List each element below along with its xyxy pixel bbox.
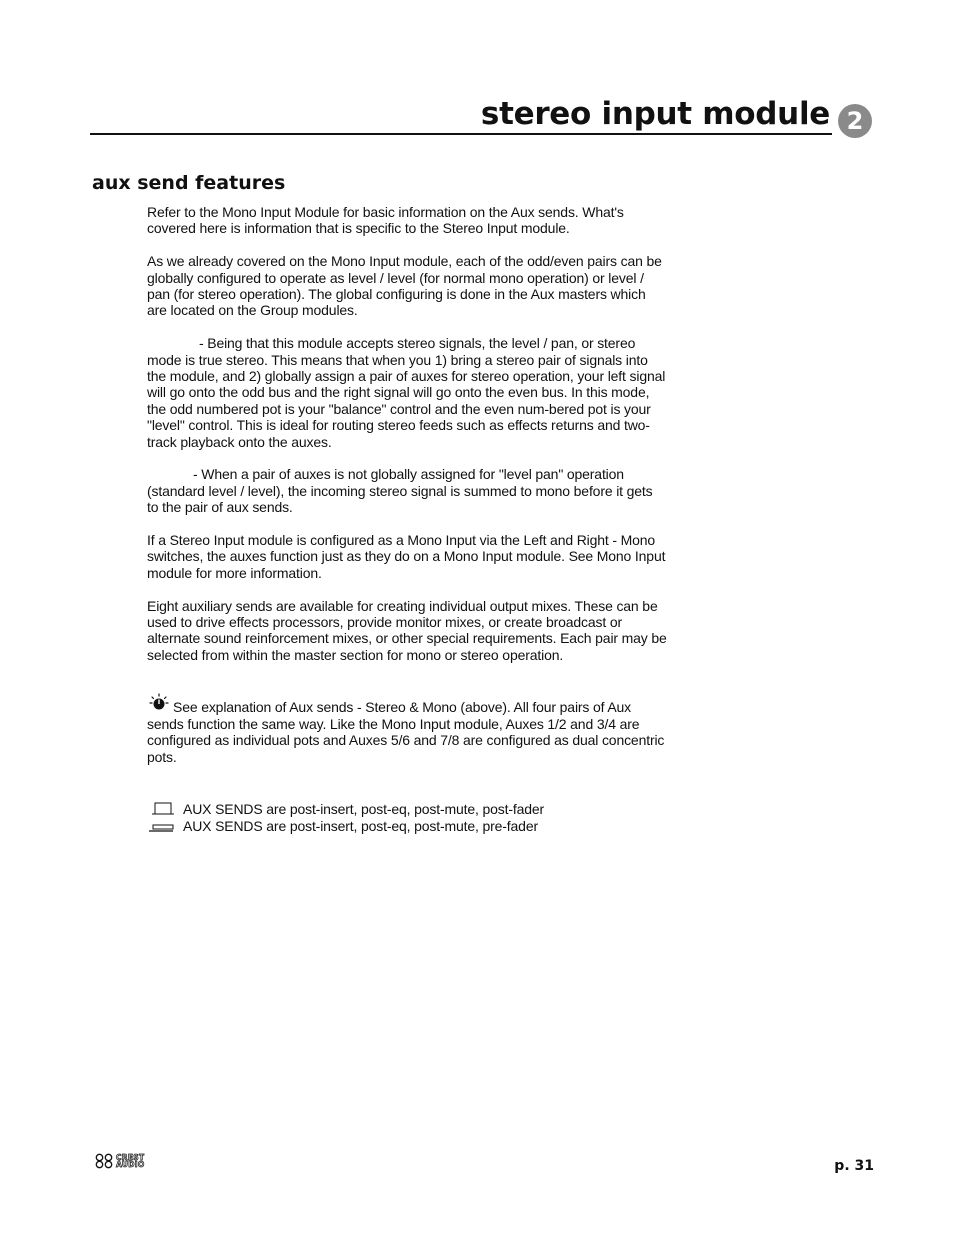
logo-line-audio: AUDIO (116, 1160, 145, 1169)
crest-audio-logo (94, 1153, 145, 1169)
switch-down-icon (147, 819, 177, 833)
page-number: p. 31 (834, 1158, 874, 1174)
switch-down-label: AUX SENDS are post-insert, post-eq, post-mute, pre-fader (183, 818, 538, 835)
switch-legend-row (147, 818, 667, 835)
switch-up-label: AUX SENDS are post-insert, post-eq, post-mute, post-fader (183, 801, 545, 818)
switch-legend (147, 801, 667, 835)
section-heading: aux send features (92, 172, 286, 194)
aux-pots-text: See explanation of Aux sends - Stereo & Mono (above). All four pairs of Aux sends function the same way. Like the Mono Input module, Auxes 1/2 and 3/4 are configured as individual pots and Auxes 5/6 and 7/8 are configured as dual concentric pots. (147, 699, 665, 765)
logo-line-crest: CREST (116, 1152, 145, 1162)
logo-text (114, 1154, 145, 1169)
page-title: stereo input module (480, 96, 830, 132)
paragraph-aux-pots (147, 699, 667, 765)
paragraph-global-config: As we already covered on the Mono Input module, each of the odd/even pairs can be globally configured to operate as level / level (for normal mono operation) or level / pan (for stereo operation). The global configuring is done in the Aux masters which are located on the Group modules. (147, 253, 662, 319)
crest-logo-icon (94, 1153, 114, 1169)
stereo-mode-text: - Being that this module accepts stereo signals, the level / pan, or stereo mode is true stereo. This means that when you 1) bring a stereo pair of signals into the module, and 2) globally assign a pair of auxes for stereo operation, your left signal will go onto the odd bus and the right signal will go onto the even bus. In this mode, the odd numbered pot is your "balance" control and the even num-bered pot is your "level" control. This is ideal for routing stereo feeds such as effects returns and two-track playback onto the auxes. (147, 335, 666, 450)
mono-mode-text: - When a pair of auxes is not globally assigned for "level pan" operation (standard level / level), the incoming stereo signal is summed to mono before it gets to the pair of aux sends. (147, 466, 653, 516)
body-text (147, 204, 667, 835)
switch-up-icon (147, 802, 177, 816)
paragraph-stereo-mode (147, 335, 667, 450)
chapter-badge: 2 (838, 104, 872, 138)
paragraph-intro: Refer to the Mono Input Module for basic information on the Aux sends. What's covered here is information that is specific to the Stereo Input module. (147, 204, 624, 237)
header-rule (90, 133, 832, 135)
paragraph-mono-mode (147, 466, 667, 515)
paragraph-mono-input-config: If a Stereo Input module is configured as a Mono Input via the Left and Right - Mono switches, the auxes function just as they do on a Mono Input module. See Mono Input module for more information. (147, 532, 666, 581)
paragraph-eight-aux: Eight auxiliary sends are available for creating individual output mixes. These can be used to drive effects processors, provide monitor mixes, or create broadcast or alternate sound reinforcement mixes, or other special requirements. Each pair may be selected from within the master section for mono or stereo operation. (147, 597, 667, 663)
switch-legend-row (147, 801, 667, 818)
knob-icon (147, 699, 169, 713)
